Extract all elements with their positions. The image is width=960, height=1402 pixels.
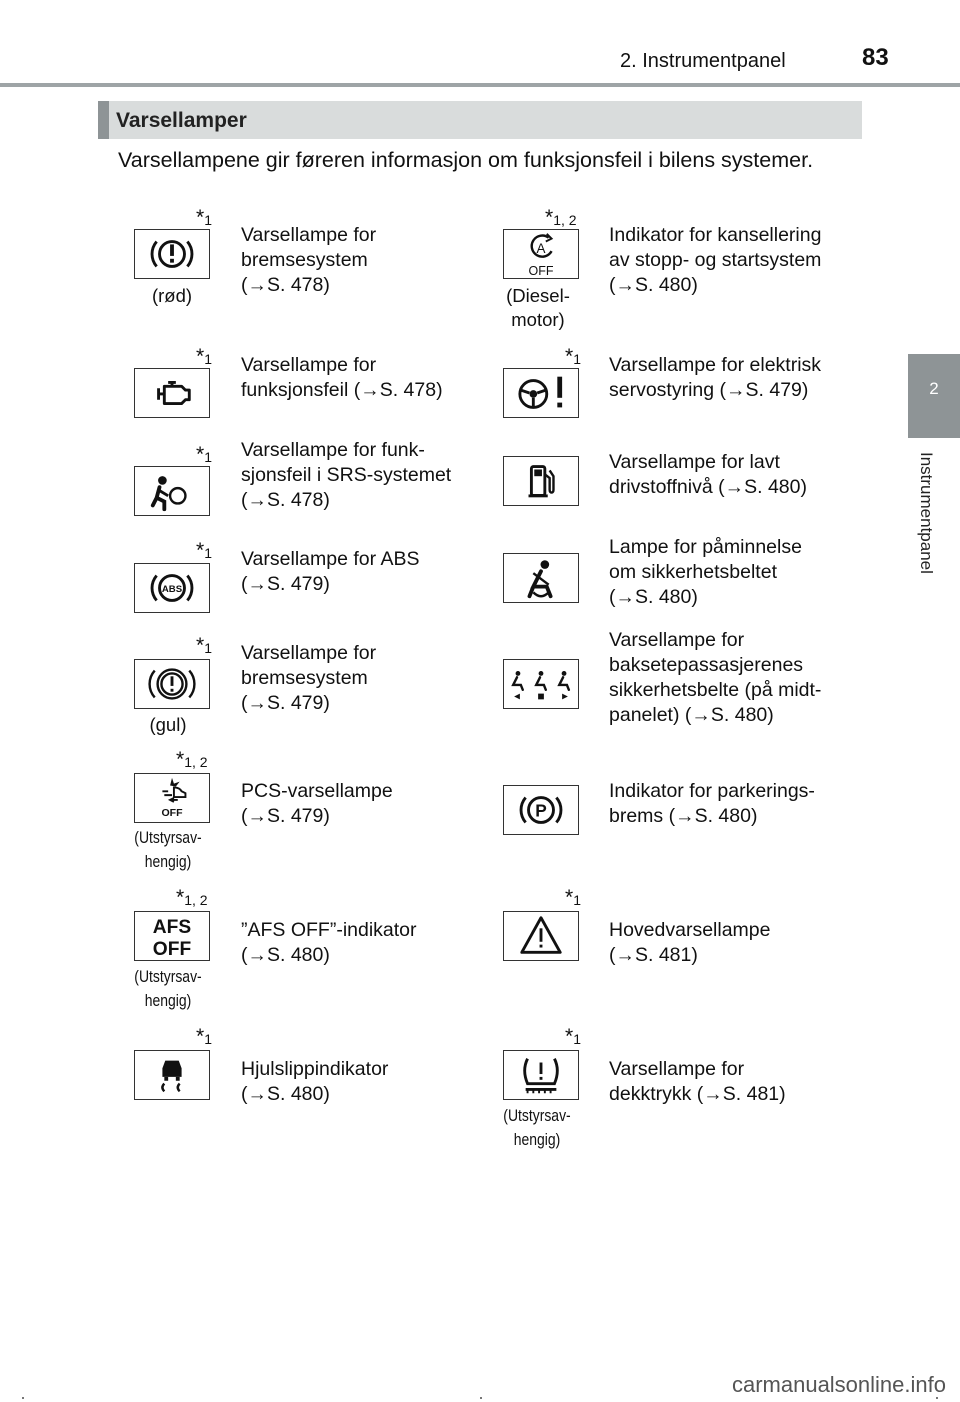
footnote-marker: $*_{1, 2}$: [545, 206, 577, 229]
footnote-marker: $*_1$: [565, 345, 581, 368]
chapter-label-text: Instrumentpanel: [917, 452, 936, 574]
chapter-tab-number: 2: [929, 379, 939, 398]
header-rule: [0, 83, 960, 87]
seatbelt-reminder-icon: [503, 553, 579, 603]
lamp-description: ”AFS OFF”-indikator (→S. 480): [241, 919, 417, 966]
slip-indicator-icon: [134, 1050, 210, 1100]
pcs-warning-icon: [134, 773, 210, 823]
footnote-marker: $*_1$: [196, 443, 212, 466]
section-title-bar: [98, 101, 862, 139]
lamp-description: Varsellampe for funk- sjonsfeil i SRS-systemet (→S. 478): [241, 439, 452, 511]
lamp-description: Indikator for parkerings- brems (→S. 480): [609, 780, 815, 827]
page-number: 83: [862, 44, 889, 71]
lamp-description: Hjulslippindikator (→S. 480): [241, 1058, 389, 1105]
svg-text:P: P: [535, 800, 547, 821]
lamp-description: Varsellampe for bremsesystem (→S. 479): [241, 642, 377, 714]
running-header-section: 2. Instrumentpanel: [620, 50, 786, 72]
footnote-marker: $*_1$: [565, 886, 581, 909]
icon-note: (Utstyrsav- hengig): [134, 967, 202, 1010]
crop-mark: [22, 1397, 24, 1399]
low-fuel-icon: [503, 456, 579, 506]
power-steering-warning-icon: [503, 368, 579, 418]
svg-text:OFF: OFF: [161, 807, 183, 820]
afs-off-icon: [134, 911, 210, 961]
svg-text:AFS: AFS: [152, 917, 192, 939]
lamp-description: Varsellampe for bremsesystem (→S. 478): [241, 224, 377, 296]
abs-warning-icon: [134, 563, 210, 613]
master-warning-icon: [503, 911, 579, 961]
icon-note: (gul): [149, 714, 187, 735]
lamp-description: Varsellampe for elektrisk servostyring (→S. 479): [609, 354, 822, 401]
brake-warning-yellow-icon: [134, 659, 210, 709]
crop-mark: [936, 1397, 938, 1399]
crop-mark: [480, 1397, 482, 1399]
chapter-label: [910, 452, 950, 612]
icon-note: (rød): [151, 285, 193, 306]
lamp-description: Varsellampe for lavt drivstoffnivå (→S. 480): [609, 451, 807, 498]
footnote-marker: $*_{1, 2}$: [176, 748, 208, 771]
lamp-description: Varsellampe for ABS (→S. 479): [241, 548, 420, 595]
parking-brake-icon: [503, 785, 579, 835]
lamp-description: Indikator for kansellering av stopp- og startsystem (→S. 480): [609, 224, 822, 296]
lamp-description: Varsellampe for dekktrykk (→S. 481): [609, 1058, 786, 1105]
section-title: Varsellamper: [116, 109, 247, 132]
stop-start-cancel-icon: [503, 229, 579, 279]
svg-text:OFF: OFF: [152, 939, 192, 960]
lamp-description: PCS-varsellampe (→S. 479): [241, 780, 393, 827]
footnote-marker: $*_1$: [565, 1025, 581, 1048]
icon-note: (Utstyrsav- hengig): [134, 828, 202, 871]
svg-text:A: A: [536, 241, 546, 257]
brake-warning-icon: [134, 229, 210, 279]
srs-airbag-icon: [134, 466, 210, 516]
footnote-marker: $*_1$: [196, 345, 212, 368]
tire-pressure-warning-icon: [503, 1050, 579, 1100]
lamp-description: Varsellampe for funksjonsfeil (→S. 478): [241, 354, 443, 401]
rear-seatbelt-reminder-icon: [503, 659, 579, 709]
footer-watermark: carmanualsonline.info: [731, 1372, 946, 1397]
engine-malfunction-icon: [134, 368, 210, 418]
footnote-marker: $*_1$: [196, 539, 212, 562]
lamp-description: Varsellampe for baksetepassasjerenes sikkerhetsbelte (på midt- panelet) (→S. 480): [609, 629, 822, 726]
icon-note: (Utstyrsav- hengig): [503, 1106, 571, 1149]
footnote-marker: $*_1$: [196, 634, 212, 657]
footnote-marker: $*_1$: [196, 1025, 212, 1048]
svg-text:ABS: ABS: [161, 583, 183, 595]
footnote-marker: $*_1$: [196, 206, 212, 229]
lamp-description: Hovedvarsellampe (→S. 481): [609, 919, 771, 966]
footnote-marker: $*_{1, 2}$: [176, 886, 208, 909]
intro-text: Varsellampene gir føreren informasjon om funksjonsfeil i bilens systemer.: [118, 148, 814, 172]
chapter-tab: [908, 354, 960, 438]
svg-text:OFF: OFF: [528, 264, 554, 278]
lamp-description: Lampe for påminnelse om sikkerhetsbeltet (→S. 480): [609, 536, 802, 608]
icon-note: (Diesel- motor): [506, 285, 570, 330]
